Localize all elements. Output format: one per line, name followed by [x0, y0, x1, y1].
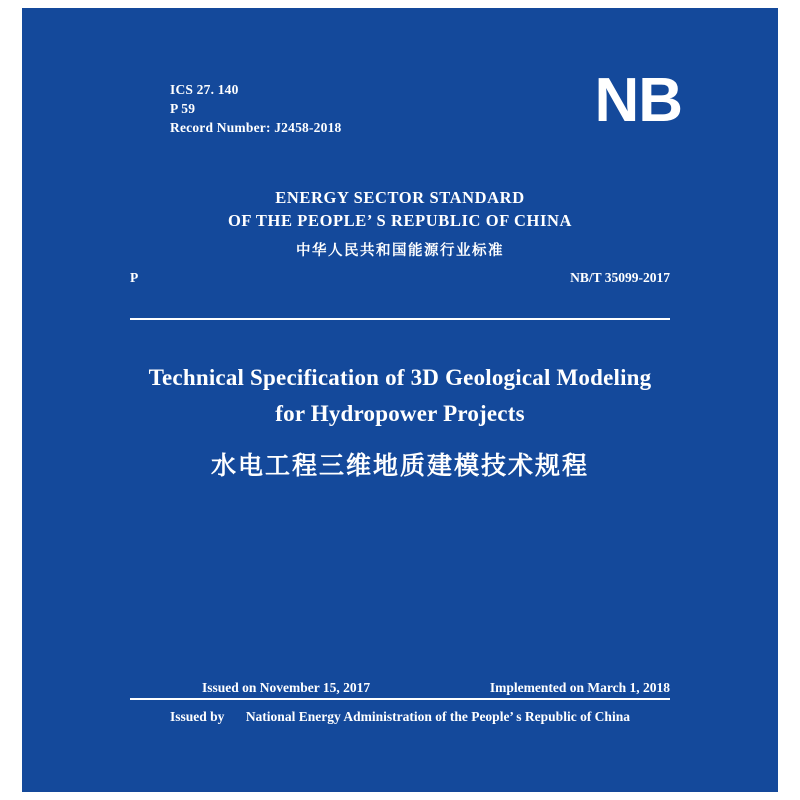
- classification-code: P 59: [170, 101, 196, 116]
- issued-by-organization: National Energy Administration of the People’ s Republic of China: [245, 709, 630, 724]
- cover-header: [22, 66, 778, 160]
- standard-title-cn: 中华人民共和国能源行业标准: [296, 243, 504, 259]
- standard-cover: [22, 8, 778, 792]
- issued-date: Issued on November 15, 2017: [202, 680, 371, 695]
- standard-title-en-line2: OF THE PEOPLE’ S REPUBLIC OF CHINA: [227, 211, 573, 230]
- standard-title-block: [22, 186, 778, 260]
- divider-bottom: [130, 698, 670, 700]
- issued-by-label: Issued by: [170, 709, 225, 724]
- date-row: [130, 680, 670, 698]
- document-title-en-line2: for Hydropower Projects: [275, 401, 525, 426]
- issuer-row: [22, 709, 778, 725]
- ics-number: ICS 27. 140: [170, 82, 239, 97]
- nb-logo: NB: [594, 66, 682, 135]
- document-title-block: [92, 360, 708, 482]
- document-title-cn: 水电工程三维地质建模技术规程: [210, 451, 589, 480]
- record-number: Record Number: J2458-2018: [170, 120, 342, 135]
- document-title-en-line1: Technical Specification of 3D Geological Modeling: [148, 365, 652, 390]
- standard-number: NB/T 35099-2017: [570, 270, 670, 285]
- ics-block: [170, 80, 341, 137]
- code-row: [130, 270, 670, 290]
- professional-code: P: [130, 270, 139, 285]
- implemented-date: Implemented on March 1, 2018: [489, 680, 670, 695]
- divider-top: [130, 318, 670, 320]
- standard-title-en-line1: ENERGY SECTOR STANDARD: [275, 188, 525, 207]
